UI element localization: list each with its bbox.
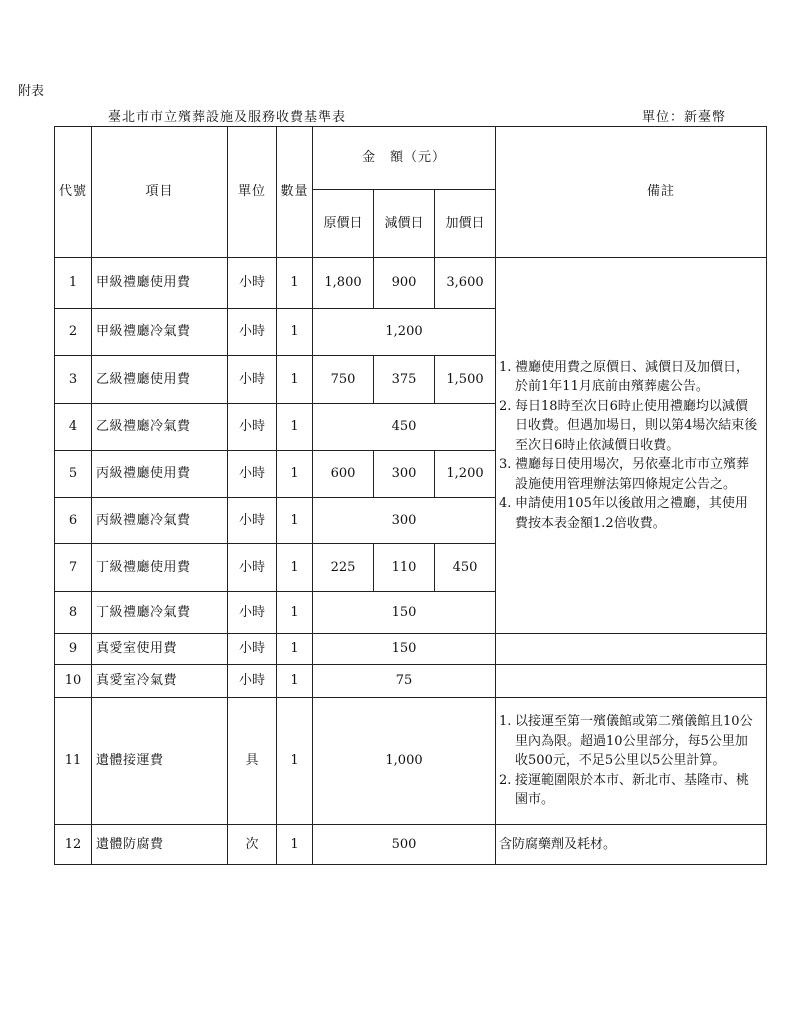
row-unit: 小時	[228, 544, 277, 592]
remark-item: 1. 禮廳使用費之原價日、減價日及加價日，於前1年11月底前由殯葬處公告。	[499, 359, 750, 395]
header-discount-day: 減價日	[374, 190, 435, 258]
header-item: 項目	[92, 127, 228, 258]
row-item: 遺體防腐費	[92, 825, 228, 865]
row-unit: 小時	[228, 498, 277, 544]
table-row	[55, 258, 767, 309]
table-title: 臺北市市立殯葬設施及服務收費基準表	[108, 110, 347, 125]
row-quantity: 1	[277, 634, 313, 665]
table-row	[55, 634, 767, 665]
row-regular-price: 225	[313, 544, 374, 592]
row-unit: 小時	[228, 309, 277, 356]
row-regular-price: 750	[313, 356, 374, 404]
row-discount-price: 300	[374, 451, 435, 498]
header-unit: 單位	[228, 127, 277, 258]
row-amount: 300	[313, 498, 496, 544]
row-unit: 小時	[228, 356, 277, 404]
row-code: 9	[55, 634, 92, 665]
remarks-empty	[496, 634, 767, 665]
row-quantity: 1	[277, 665, 313, 698]
row-item: 真愛室冷氣費	[92, 665, 228, 698]
row-item: 丙級禮廳使用費	[92, 451, 228, 498]
row-unit: 小時	[228, 592, 277, 634]
row-premium-price: 3,600	[435, 258, 496, 309]
row-code: 7	[55, 544, 92, 592]
row-premium-price: 1,500	[435, 356, 496, 404]
table-row	[55, 698, 767, 825]
row-quantity: 1	[277, 451, 313, 498]
remarks-empty	[496, 665, 767, 698]
annex-label: 附表	[18, 84, 45, 99]
row-code: 10	[55, 665, 92, 698]
row-amount: 150	[313, 634, 496, 665]
header-quantity: 數量	[277, 127, 313, 258]
row-amount: 75	[313, 665, 496, 698]
row-unit: 具	[228, 698, 277, 825]
remark-item: 2. 每日18時至次日6時止使用禮廳均以減價日收費。但遇加場日，則以第4場次結束後至次日6時止依減價日收費。	[499, 398, 758, 453]
row-quantity: 1	[277, 698, 313, 825]
header-regular-day: 原價日	[313, 190, 374, 258]
row-quantity: 1	[277, 309, 313, 356]
row-amount: 1,000	[313, 698, 496, 825]
row-quantity: 1	[277, 544, 313, 592]
remark-item: 3. 禮廳每日使用場次，另依臺北市市立殯葬設施使用管理辦法第四條規定公告之。	[499, 457, 750, 492]
remarks-embalming: 含防腐藥劑及耗材。	[496, 825, 767, 865]
currency-unit-label: 單位：新臺幣	[642, 110, 727, 125]
row-code: 1	[55, 258, 92, 309]
row-premium-price: 1,200	[435, 451, 496, 498]
row-regular-price: 600	[313, 451, 374, 498]
row-item: 乙級禮廳冷氣費	[92, 404, 228, 451]
row-code: 11	[55, 698, 92, 825]
row-item: 真愛室使用費	[92, 634, 228, 665]
header-code: 代號	[55, 127, 92, 258]
row-item: 丁級禮廳使用費	[92, 544, 228, 592]
row-code: 3	[55, 356, 92, 404]
row-unit: 小時	[228, 665, 277, 698]
row-unit: 小時	[228, 451, 277, 498]
row-amount: 500	[313, 825, 496, 865]
header-premium-day: 加價日	[435, 190, 496, 258]
remarks-halls	[496, 258, 767, 634]
remarks-transport	[496, 698, 767, 825]
row-premium-price: 450	[435, 544, 496, 592]
table-row	[55, 825, 767, 865]
row-discount-price: 110	[374, 544, 435, 592]
row-quantity: 1	[277, 592, 313, 634]
header-remarks: 備註	[496, 127, 767, 258]
remark-item: 4. 申請使用105年以後啟用之禮廳，其使用費按本表金額1.2倍收費。	[499, 496, 748, 531]
row-item: 丁級禮廳冷氣費	[92, 592, 228, 634]
row-quantity: 1	[277, 356, 313, 404]
row-code: 6	[55, 498, 92, 544]
row-quantity: 1	[277, 498, 313, 544]
row-item: 甲級禮廳冷氣費	[92, 309, 228, 356]
row-code: 2	[55, 309, 92, 356]
row-item: 遺體接運費	[92, 698, 228, 825]
remark-item: 1. 以接運至第一殯儀館或第二殯儀館且10公里內為限。超過10公里部分，每5公里加收500元，不足5公里以5公里計算。	[499, 714, 753, 769]
row-discount-price: 375	[374, 356, 435, 404]
row-quantity: 1	[277, 825, 313, 865]
row-unit: 小時	[228, 258, 277, 309]
row-amount: 450	[313, 404, 496, 451]
row-regular-price: 1,800	[313, 258, 374, 309]
header-amount: 金 額（元）	[313, 127, 496, 190]
table-row	[55, 665, 767, 698]
row-quantity: 1	[277, 404, 313, 451]
remark-item: 2. 接運範圍限於本市、新北市、基隆市、桃園市。	[499, 772, 750, 808]
row-unit: 次	[228, 825, 277, 865]
row-quantity: 1	[277, 258, 313, 309]
row-discount-price: 900	[374, 258, 435, 309]
row-amount: 1,200	[313, 309, 496, 356]
row-code: 5	[55, 451, 92, 498]
row-item: 丙級禮廳冷氣費	[92, 498, 228, 544]
row-amount: 150	[313, 592, 496, 634]
fee-table	[54, 126, 767, 865]
row-code: 12	[55, 825, 92, 865]
row-unit: 小時	[228, 404, 277, 451]
row-item: 甲級禮廳使用費	[92, 258, 228, 309]
row-code: 4	[55, 404, 92, 451]
row-code: 8	[55, 592, 92, 634]
row-unit: 小時	[228, 634, 277, 665]
row-item: 乙級禮廳使用費	[92, 356, 228, 404]
